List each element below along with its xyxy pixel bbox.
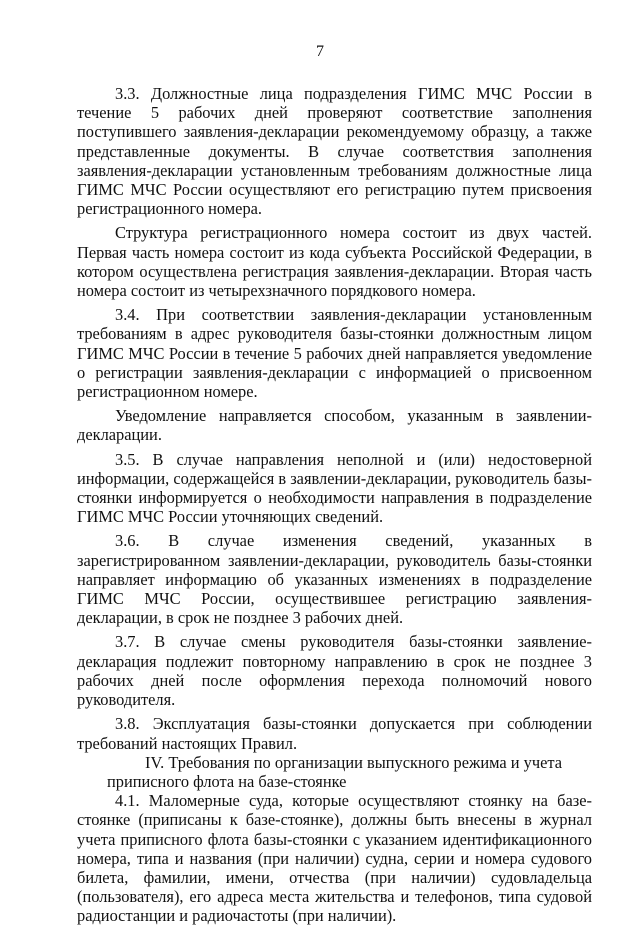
document-body [77,84,592,926]
paragraph-3-3: 3.3. Должностные лица подразделения ГИМС МЧС России в течение 5 рабочих дней проверяют соответствие заполнения поступившего заявления-декларации рекомендуемому образцу, а также представленные документы. В случае соответствия заполнения заявления-декларации установленным требованиям должностные лица ГИМС МЧС России осуществляют его регистрацию путем присвоения регистрационного номера. [77,84,592,219]
paragraph-3-7: 3.7. В случае смены руководителя базы-стоянки заявление-декларация подлежит повторному направлению в срок не позднее 3 рабочих дней после оформления перехода полномочий нового руководителя. [77,632,592,710]
paragraph-3-5: 3.5. В случае направления неполной и (или) недостоверной информации, содержащейся в заявлении-декларации, руководитель базы-стоянки информируется о необходимости направления в подразделение ГИМС МЧС России уточняющих сведений. [77,449,592,527]
paragraph-4-1: 4.1. Маломерные суда, которые осуществляют стоянку на базе-стоянке (приписаны к базе-стоянке), должны быть внесены в журнал учета приписного флота базы-стоянки с указанием идентификационного номера, типа и названия (при наличии) судна, серии и номера судового билета, фамилии, имени, отчества (при наличии) судовладельца (пользователя), его адреса места жительства и телефонов, типа судовой радиостанции и радиочастоты (при наличии). [77,791,592,926]
page-number: 7 [316,43,324,60]
paragraph-3-6: 3.6. В случае изменения сведений, указанных в зарегистрированном заявлении-декларации, руководитель базы-стоянки направляет информацию об указанных изменениях в подразделение ГИМС МЧС России, осуществившее регистрацию заявления-декларации, в срок не позднее 3 рабочих дней. [77,531,592,628]
paragraph-number-structure: Структура регистрационного номера состоит из двух частей. Первая часть номера состоит из кода субъекта Российской Федерации, в котором осуществлена регистрация заявления-декларации. Вторая часть номера состоит из четырехзначного порядкового номера. [77,223,592,301]
paragraph-3-4: 3.4. При соответствии заявления-декларации установленным требованиям в адрес руководителя базы-стоянки должностным лицом ГИМС МЧС России в течение 5 рабочих дней направляется уведомление о регистрации заявления-декларации с информацией о присвоенном регистрационном номере. [77,305,592,402]
paragraph-notification: Уведомление направляется способом, указанным в заявлении-декларации. [77,406,592,445]
section-heading-iv: IV. Требования по организации выпускного режима и учета приписного флота на базе-стоянке [107,752,562,791]
paragraph-3-8: 3.8. Эксплуатация базы-стоянки допускается при соблюдении требований настоящих Правил. [77,714,592,753]
